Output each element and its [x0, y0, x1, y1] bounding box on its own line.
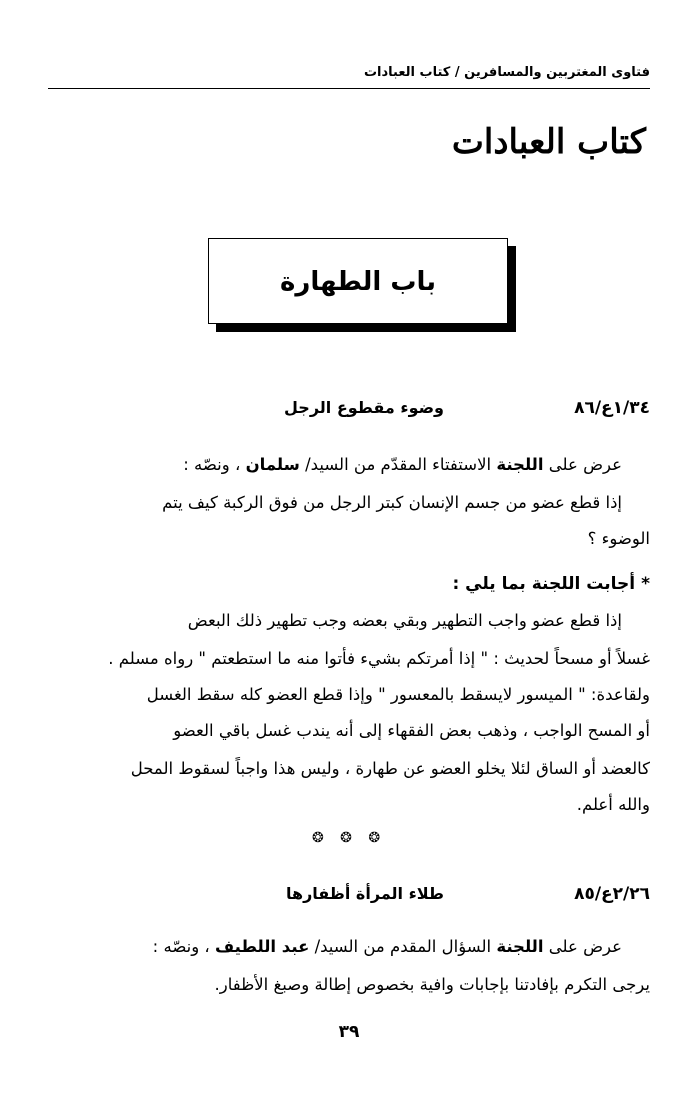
section-ornaments: ❂ ❂ ❂ [311, 830, 387, 846]
chapter-title: باب الطهارة [280, 267, 436, 297]
answer-line: ولقاعدة: " الميسور لايسقط بالمعسور " وإذا قطع العضو كله سقط الغسل [146, 685, 650, 704]
fatwa-number: ٢/٢٦ع/٨٥ [574, 884, 650, 904]
intro-text: عرض على [543, 937, 622, 956]
page-number: ٣٩ [338, 1022, 360, 1042]
fatwa-question-line: يرجى التكرم بإفادتنا بإجابات وافية بخصوص إطالة وصبغ الأظفار. [214, 975, 650, 994]
answer-line: كالعضد أو الساق لئلا يخلو العضو عن طهارة ، وليس هذا واجباً لسقوط المحل [130, 759, 650, 778]
header-rule [48, 88, 650, 89]
committee-name: اللجنة [496, 455, 544, 474]
intro-text: السؤال المقدم من السيد/ [309, 937, 497, 956]
answer-line: والله أعلم. [576, 795, 650, 814]
answer-heading-text: أجابت اللجنة بما يلي : [452, 574, 636, 594]
intro-text: ، ونصّه : [152, 937, 216, 956]
chapter-title-box [208, 238, 508, 324]
answer-line: إذا قطع عضو واجب التطهير وبقي بعضه وجب تطهير ذلك البعض [187, 611, 622, 630]
fatwa-question-intro [50, 930, 650, 963]
running-header: فتاوى المغتربين والمسافرين / كتاب العبادات [363, 65, 650, 80]
questioner-name: عبد اللطيف [215, 937, 310, 956]
intro-text: ، ونصّه : [183, 455, 246, 474]
star-bullet-icon: * [641, 574, 650, 594]
answer-line: أو المسح الواجب ، وذهب بعض الفقهاء إلى أنه يندب غسل باقي العضو [173, 721, 650, 740]
intro-text: الاستفتاء المقدّم من السيد/ [299, 455, 497, 474]
answer-line: غسلاً أو مسحاً لحديث : " إذا أمرتكم بشيء فأتوا منه ما استطعتم " رواه مسلم . [108, 649, 650, 668]
answer-heading [250, 572, 650, 596]
book-title: كتاب العبادات [451, 122, 646, 162]
committee-name: اللجنة [496, 937, 544, 956]
questioner-name: سلمان [245, 455, 300, 474]
fatwa-question-intro [50, 448, 650, 481]
fatwa-question-line: إذا قطع عضو من جسم الإنسان كبتر الرجل من فوق الركبة كيف يتم [162, 493, 622, 512]
fatwa-title: طلاء المرأة أظفارها [285, 884, 444, 903]
fatwa-number: ١/٣٤ع/٨٦ [574, 398, 650, 418]
intro-text: عرض على [543, 455, 622, 474]
fatwa-question-line: الوضوء ؟ [587, 529, 650, 548]
fatwa-title: وضوء مقطوع الرجل [284, 398, 444, 417]
